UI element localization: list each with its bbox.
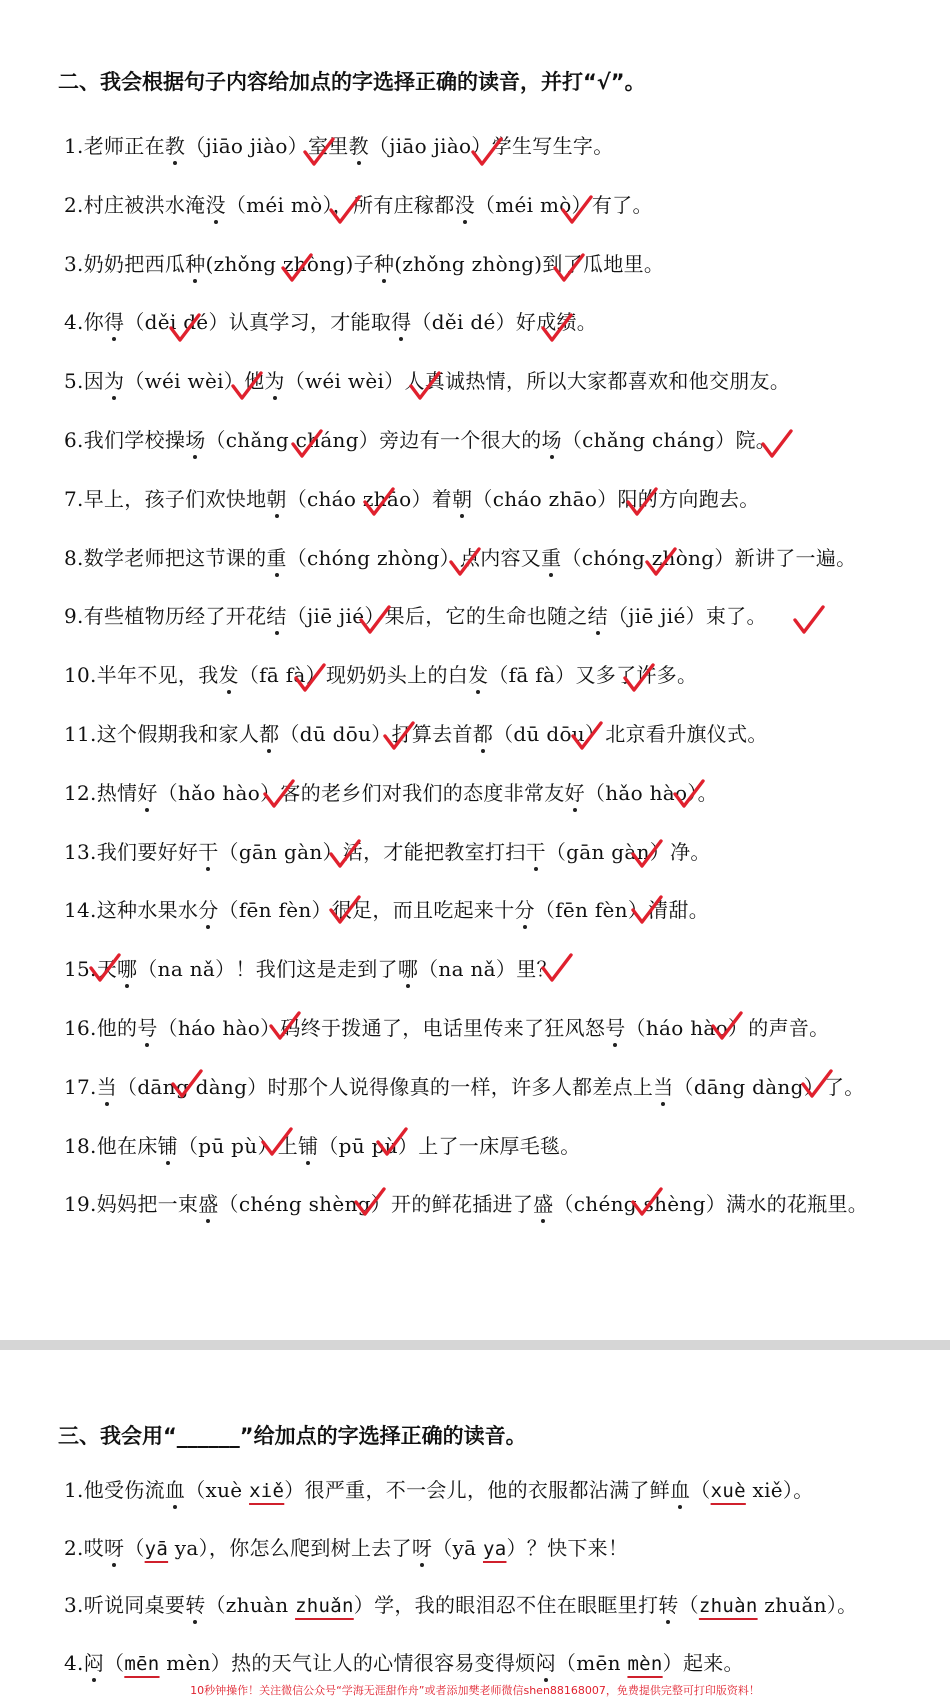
check-stroke	[543, 955, 571, 980]
red-check-mark	[262, 778, 296, 812]
check-stroke	[633, 897, 661, 922]
red-check-mark	[560, 194, 594, 228]
dotted-character: 场	[185, 424, 205, 453]
question-line	[64, 777, 718, 806]
check-stroke	[411, 373, 439, 398]
dotted-character: 重	[266, 542, 286, 571]
sentence-text: （jiāo jiào）学生写生字。	[368, 134, 614, 158]
question-number: 2.	[64, 192, 84, 217]
sentence-text: ）学，我的眼泪忍不住在眼眶里打	[353, 1593, 659, 1617]
sentence-text: （děi dé）好成绩。	[411, 310, 598, 335]
red-check-mark	[630, 1186, 664, 1220]
dotted-character: 种	[374, 248, 394, 277]
check-stroke	[361, 607, 389, 632]
underlined-answer: zhuǎn	[295, 1595, 354, 1617]
dotted-character: 干	[198, 836, 218, 865]
check-stroke	[173, 1071, 201, 1096]
question-line	[64, 894, 709, 923]
check-stroke	[628, 489, 656, 514]
check-stroke	[271, 1013, 299, 1038]
sentence-text: 数学老师把这节课的	[83, 545, 267, 570]
sentence-text: （méi mò），所有庄稼都	[225, 192, 455, 217]
check-stroke	[543, 315, 571, 340]
sentence-text: （gān gàn）净。	[545, 839, 711, 864]
sentence-text: （cháo zhāo）着	[286, 486, 453, 511]
red-check-mark	[290, 428, 324, 462]
check-stroke	[633, 1189, 661, 1214]
red-check-mark	[353, 1186, 387, 1220]
question-number: 13.	[64, 839, 97, 864]
dotted-character: 得	[391, 306, 411, 335]
sentence-text: 他的	[96, 1016, 138, 1040]
question-line	[64, 130, 614, 159]
dotted-character: 没	[206, 189, 226, 218]
dotted-character: 为	[264, 365, 284, 394]
sentence-text: ）很严重，不一会儿，他的衣服都沾满了鲜	[284, 1478, 670, 1502]
red-check-mark	[552, 252, 586, 286]
check-stroke	[451, 549, 479, 574]
dotted-character: 发	[468, 659, 488, 688]
dotted-character: 当	[653, 1071, 673, 1100]
red-check-mark	[168, 312, 202, 346]
sentence-text: （méi mò）有了。	[474, 192, 653, 217]
red-check-mark	[448, 546, 482, 580]
dotted-character: 号	[137, 1012, 157, 1041]
sentence-text: (zhǒng zhòng)子	[205, 251, 374, 276]
question-number: 3.	[64, 1593, 84, 1617]
check-stroke	[331, 197, 359, 222]
dotted-character: 血	[670, 1474, 690, 1503]
dotted-character: 重	[541, 542, 561, 571]
check-stroke	[563, 197, 591, 222]
sentence-text: （jiē jié）果后，它的生命也随之	[286, 604, 588, 629]
sentence-text: （fēn fèn）清甜。	[534, 898, 710, 923]
red-check-mark	[470, 136, 504, 170]
red-check-mark	[710, 1010, 744, 1044]
red-check-mark	[328, 894, 362, 928]
underlined-answer: zhuàn	[698, 1595, 758, 1617]
question-line	[64, 1647, 744, 1676]
question-number: 3.	[64, 251, 84, 276]
question-number: 17.	[64, 1074, 97, 1099]
sentence-text: （chéng shèng）开的鲜花插进了	[218, 1192, 534, 1217]
sentence-text: （xuè	[185, 1478, 250, 1502]
question-line	[64, 1130, 581, 1159]
check-stroke	[356, 1189, 384, 1214]
question-number: 1.	[64, 134, 84, 158]
question-line	[64, 1589, 857, 1618]
sentence-text: 热情	[96, 780, 138, 805]
red-check-mark	[358, 604, 392, 638]
check-stroke	[713, 1013, 741, 1038]
sentence-text: （dū dōu）北京看升旗仪式。	[493, 722, 768, 746]
red-check-mark	[328, 838, 362, 872]
question-line	[64, 424, 776, 453]
dotted-character: 盛	[198, 1188, 218, 1217]
sentence-text: （pū pù）上	[177, 1133, 299, 1158]
question-number: 8.	[64, 545, 84, 570]
sentence-text: ）？快下来！	[506, 1535, 629, 1560]
check-stroke	[385, 723, 413, 748]
sentence-text: （	[678, 1593, 699, 1617]
question-number: 4.	[64, 310, 84, 335]
dotted-character: 转	[185, 1589, 205, 1618]
question-number: 2.	[64, 1535, 84, 1560]
question-line	[64, 659, 697, 688]
check-stroke	[573, 723, 601, 748]
sentence-text: 他在床	[96, 1133, 158, 1158]
check-stroke	[305, 139, 333, 164]
sentence-text: （gān gàn）活，才能把教室打扫	[218, 839, 526, 864]
sentence-text: zhuǎn）。	[757, 1593, 858, 1617]
red-check-mark	[800, 1068, 834, 1102]
sentence-text: （zhuàn	[205, 1593, 296, 1617]
check-stroke	[555, 255, 583, 280]
red-check-mark	[792, 604, 826, 638]
sentence-text: 我们要好好	[96, 839, 199, 864]
dotted-character: 哪	[117, 953, 137, 982]
sentence-text: （fēn fèn）很足，而且吃起来十	[218, 898, 515, 923]
question-number: 6.	[64, 428, 84, 452]
check-stroke	[365, 489, 393, 514]
dotted-character: 朝	[452, 483, 472, 512]
red-check-mark	[260, 1126, 294, 1160]
dotted-character: 教	[349, 130, 369, 159]
red-check-mark	[570, 720, 604, 754]
question-number: 18.	[64, 1133, 97, 1158]
red-check-mark	[375, 1126, 409, 1160]
sentence-text: （chǎng cháng）院。	[561, 428, 777, 452]
sentence-text: （na nǎ）！我们这是走到了	[137, 957, 398, 982]
sentence-text: （wéi wèi）他	[124, 369, 265, 394]
sentence-text: （chǎng cháng）旁边有一个很大的	[205, 428, 542, 452]
check-stroke	[233, 373, 261, 398]
sentence-text: （	[124, 1535, 145, 1560]
sentence-text: （mēn	[555, 1650, 628, 1675]
sentence-text: （chóng zhòng）点内容又	[286, 545, 542, 570]
dotted-character: 分	[515, 894, 535, 923]
check-stroke	[763, 431, 791, 456]
sentence-text: mèn）热的天气让人的心情很容易变得烦	[159, 1650, 536, 1675]
sentence-text: 有些植物历经了开花	[83, 604, 267, 629]
red-check-mark	[760, 428, 794, 462]
red-check-mark	[644, 546, 678, 580]
footer-note: 10秒钟操作！关注微信公众号“学海无涯甜作舟”或者添加樊老师微信shen88168007，免费提供完整可打印版资料！	[190, 1684, 760, 1697]
sentence-text: （wéi wèi）人真诚热情，所以大家都喜欢和他交朋友。	[284, 369, 791, 394]
sentence-text: （	[690, 1478, 711, 1502]
question-line	[64, 600, 767, 629]
dotted-character: 呀	[104, 1532, 124, 1561]
red-check-mark	[540, 312, 574, 346]
question-number: 9.	[64, 604, 84, 629]
check-stroke	[171, 315, 199, 340]
question-number: 10.	[64, 663, 97, 688]
dotted-character: 铺	[298, 1130, 318, 1159]
dotted-character: 结	[266, 600, 286, 629]
red-check-mark	[280, 252, 314, 286]
sentence-text: 妈妈把一束	[96, 1192, 199, 1217]
sentence-text: 天	[96, 957, 118, 982]
underlined-answer: xiě	[249, 1480, 285, 1502]
question-number: 15.	[64, 957, 97, 982]
dotted-character: 没	[455, 189, 475, 218]
dotted-character: 都	[473, 718, 493, 747]
dotted-character: 闷	[84, 1647, 104, 1676]
check-stroke	[795, 607, 823, 632]
underlined-answer: ya	[482, 1537, 507, 1560]
dotted-character: 盛	[533, 1188, 553, 1217]
red-check-mark	[362, 486, 396, 520]
check-stroke	[265, 781, 293, 806]
check-stroke	[625, 665, 653, 690]
section-divider	[0, 1340, 950, 1350]
dotted-character: 呀	[412, 1532, 432, 1561]
sentence-text: （na nǎ）里？	[418, 957, 557, 982]
sentence-text: 我们学校操	[83, 428, 186, 452]
question-number: 14.	[64, 898, 97, 923]
dotted-character: 铺	[158, 1130, 178, 1159]
dotted-character: 转	[658, 1589, 678, 1618]
section3-title: 三、我会用“______”给加点的字选择正确的读音。	[58, 1424, 527, 1448]
sentence-text: （dāng dàng）了。	[673, 1074, 865, 1099]
dotted-character: 朝	[266, 483, 286, 512]
check-stroke	[378, 1129, 406, 1154]
question-line	[64, 1474, 814, 1503]
question-number: 1.	[64, 1478, 84, 1502]
question-number: 12.	[64, 780, 97, 805]
sentence-text: （chéng shèng）满水的花瓶里。	[553, 1192, 869, 1217]
check-stroke	[293, 431, 321, 456]
sentence-text: （děi dé）认真学习，才能取	[124, 310, 392, 335]
red-check-mark	[328, 194, 362, 228]
sentence-text: （	[104, 1650, 125, 1675]
sentence-text: 这个假期我和家人	[96, 722, 260, 746]
check-stroke	[331, 897, 359, 922]
dotted-character: 当	[97, 1071, 117, 1100]
sentence-text: 这种水果水	[96, 898, 199, 923]
dotted-character: 号	[605, 1012, 625, 1041]
underlined-answer: mèn	[627, 1652, 663, 1675]
question-line	[64, 1188, 868, 1217]
red-check-mark	[268, 1010, 302, 1044]
check-stroke	[633, 841, 661, 866]
red-check-mark	[630, 894, 664, 928]
underlined-answer: mēn	[124, 1652, 160, 1675]
red-check-mark	[625, 486, 659, 520]
dotted-character: 为	[104, 365, 124, 394]
sentence-text: 哎	[83, 1535, 104, 1560]
sentence-text: 因	[83, 369, 104, 394]
dotted-character: 结	[588, 600, 608, 629]
sentence-text: 你	[83, 310, 104, 335]
sentence-text: 村庄被洪水淹	[83, 192, 206, 217]
sentence-text: 老师正在	[83, 134, 165, 158]
sentence-text: 半年不见，我	[96, 663, 219, 688]
underlined-answer: xuè	[710, 1480, 746, 1502]
red-check-mark	[630, 838, 664, 872]
question-line	[64, 1532, 628, 1561]
sentence-text: 早上，孩子们欢快地	[83, 486, 267, 511]
sentence-text: 听说同桌要	[83, 1593, 186, 1617]
sentence-text: （dū dōu）打算去首	[279, 722, 473, 746]
red-check-mark	[230, 370, 264, 404]
red-check-mark	[170, 1068, 204, 1102]
check-stroke	[803, 1071, 831, 1096]
question-line	[64, 306, 597, 335]
sentence-text: （jiāo jiào）室里	[185, 134, 349, 158]
red-check-mark	[302, 136, 336, 170]
red-check-mark	[540, 952, 574, 986]
underlined-answer: yā	[144, 1537, 169, 1560]
check-stroke	[283, 255, 311, 280]
dotted-character: 好	[137, 777, 157, 806]
red-check-mark	[382, 720, 416, 754]
sentence-text: ）起来。	[662, 1650, 744, 1675]
red-check-mark	[293, 662, 327, 696]
check-stroke	[675, 781, 703, 806]
check-stroke	[647, 549, 675, 574]
red-check-mark	[672, 778, 706, 812]
sentence-text: （fā fà）又多了许多。	[488, 663, 698, 688]
check-stroke	[263, 1129, 291, 1154]
question-line	[64, 953, 557, 982]
dotted-character: 好	[565, 777, 585, 806]
question-number: 7.	[64, 486, 84, 511]
dotted-character: 干	[526, 836, 546, 865]
check-stroke	[331, 841, 359, 866]
sentence-text: （háo hào）码终于拨通了，电话里传来了狂风怒	[157, 1016, 606, 1040]
dotted-character: 种	[185, 248, 205, 277]
question-line	[64, 836, 711, 865]
check-stroke	[91, 955, 119, 980]
question-number: 11.	[64, 722, 97, 746]
sentence-text: （hǎo hào）客的老乡们对我们的态度非常友	[157, 780, 565, 805]
dotted-character: 闷	[536, 1647, 556, 1676]
check-stroke	[296, 665, 324, 690]
dotted-character: 教	[165, 130, 185, 159]
dotted-character: 分	[198, 894, 218, 923]
sentence-text: （háo hào）的声音。	[625, 1016, 830, 1040]
sentence-text: 他受伤流	[83, 1478, 165, 1502]
red-check-mark	[408, 370, 442, 404]
dotted-character: 哪	[398, 953, 418, 982]
sentence-text: （pū pù）上了一床厚毛毯。	[318, 1133, 581, 1158]
dotted-character: 场	[542, 424, 562, 453]
sentence-text: （dāng dàng）时那个人说得像真的一样，许多人都差点上	[117, 1074, 654, 1099]
question-number: 19.	[64, 1192, 97, 1217]
sentence-text: (zhǒng zhòng)到了瓜地里。	[394, 251, 665, 276]
question-number: 4.	[64, 1650, 84, 1675]
dotted-character: 血	[165, 1474, 185, 1503]
sentence-text: ya），你怎么爬到树上去了	[168, 1535, 412, 1560]
sentence-text: （hǎo hào）。	[584, 780, 718, 805]
dotted-character: 得	[104, 306, 124, 335]
sentence-text: （chóng zhòng）新讲了一遍。	[561, 545, 857, 570]
sentence-text: 奶奶把西瓜	[83, 251, 186, 276]
sentence-text: （fā fà）现奶奶头上的白	[238, 663, 469, 688]
dotted-character: 都	[259, 718, 279, 747]
sentence-text: xiě）。	[745, 1478, 814, 1502]
check-stroke	[473, 139, 501, 164]
sentence-text: （jiē jié）束了。	[607, 604, 767, 629]
question-number: 16.	[64, 1016, 97, 1040]
question-number: 5.	[64, 369, 84, 394]
sentence-text: （cháo zhāo）阳的方向跑去。	[472, 486, 760, 511]
red-check-mark	[88, 952, 122, 986]
dotted-character: 发	[219, 659, 239, 688]
red-check-mark	[622, 662, 656, 696]
sentence-text: （yā	[432, 1535, 483, 1560]
section2-title: 二、我会根据句子内容给加点的字选择正确的读音，并打“√”。	[58, 70, 646, 94]
